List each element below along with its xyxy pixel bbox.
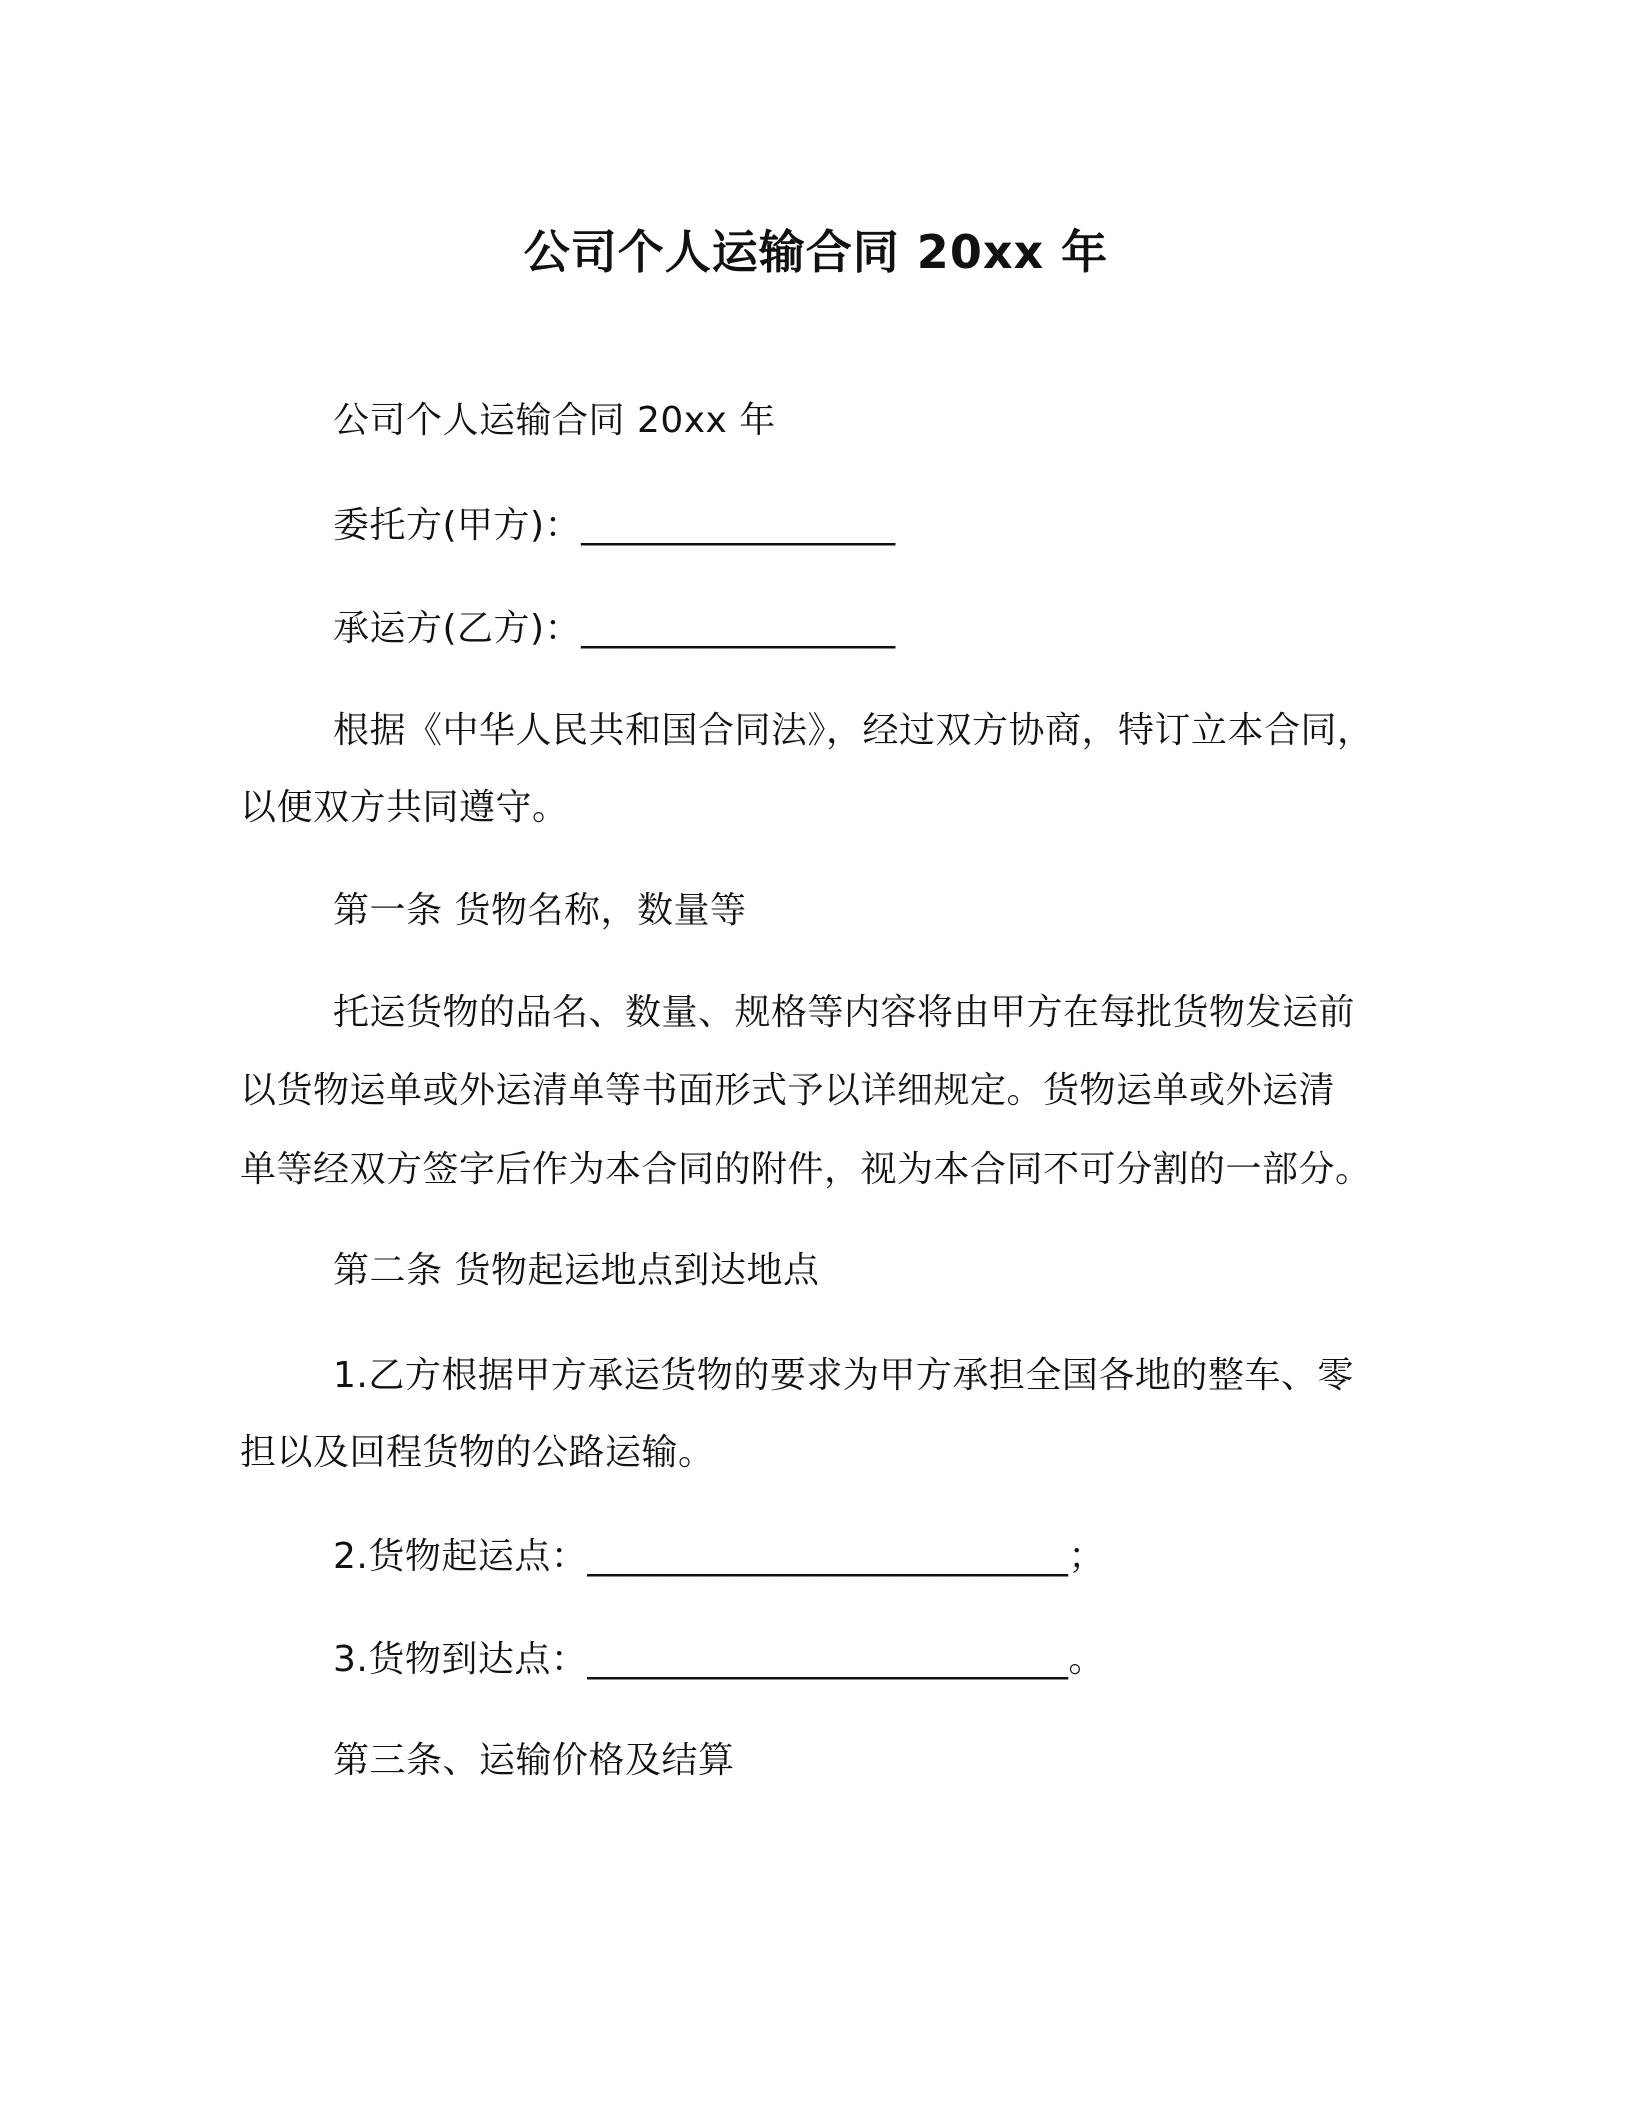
article-2-item-1-line-2: 担以及回程货物的公路运输。	[240, 1432, 715, 1473]
preamble-line-2: 以便双方共同遵守。	[240, 787, 569, 828]
article-1-body-line-2: 以货物运单或外运清单等书面形式予以详细规定。货物运单或外运清	[240, 1070, 1336, 1111]
article-2-heading: 第二条 货物起运地点到达地点	[333, 1250, 820, 1291]
article-2-item-2: 2.货物起运点：__________________________；	[333, 1536, 1105, 1577]
article-2-item-3: 3.货物到达点：__________________________。	[333, 1639, 1105, 1680]
party-b-line: 承运方(乙方)：_________________	[333, 608, 896, 649]
article-1-body-line-3: 单等经双方签字后作为本合同的附件，视为本合同不可分割的一部分。	[240, 1149, 1372, 1190]
article-2-item-1-line-1: 1.乙方根据甲方承运货物的要求为甲方承担全国各地的整车、零	[333, 1355, 1354, 1396]
article-1-body-line-1: 托运货物的品名、数量、规格等内容将由甲方在每批货物发运前	[333, 992, 1356, 1033]
party-a-line: 委托方(甲方)：_________________	[333, 505, 896, 546]
subtitle-line: 公司个人运输合同 20xx 年	[333, 400, 776, 441]
document-title: 公司个人运输合同 20xx 年	[523, 225, 1109, 279]
preamble-line-1: 根据《中华人民共和国合同法》，经过双方协商，特订立本合同，	[333, 710, 1374, 751]
article-1-heading: 第一条 货物名称，数量等	[333, 890, 747, 931]
article-3-heading: 第三条、运输价格及结算	[333, 1740, 735, 1781]
